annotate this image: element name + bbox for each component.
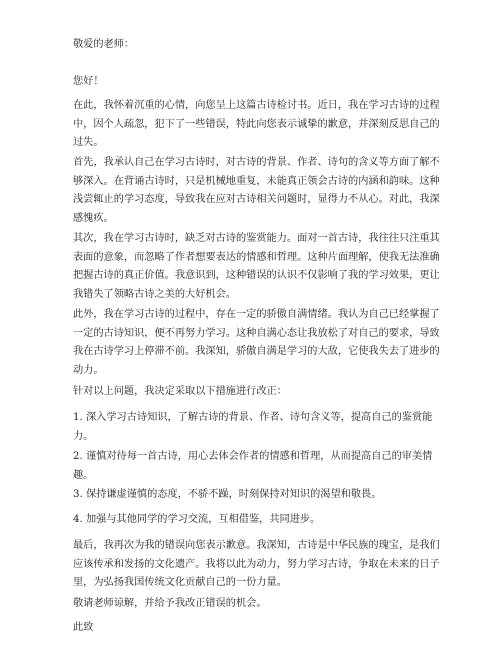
- paragraph-second: [73, 230, 440, 304]
- paragraph-intro: [73, 97, 440, 153]
- paragraph-line: 力。: [73, 430, 94, 442]
- paragraph-line: 4. 加强与其他同学的学习交流，互相借鉴，共同进步。: [73, 514, 321, 525]
- paragraph-line: 趣。: [73, 469, 94, 481]
- paragraph-line: 我在古诗学习上停滞不前。我深知，骄傲自满是学习的大敌，它使我失去了进步的: [73, 346, 440, 357]
- paragraph-final: [73, 537, 440, 593]
- closing: 此致: [73, 622, 94, 633]
- paragraph-first: [73, 154, 440, 228]
- paragraph-line: 一定的古诗知识，便不再努力学习。这种自满心态让我放松了对自己的要求，导致: [73, 327, 440, 339]
- measure-item-1: [73, 409, 433, 446]
- paragraph-line: 动力。: [73, 364, 104, 376]
- paragraph-request: [73, 595, 433, 614]
- paragraph-line: 首先，我承认自己在学习古诗时，对古诗的背景、作者、诗句的含义等方面了解不: [73, 157, 440, 168]
- paragraph-line: 中，因个人疏忽，犯下了一些错误，特此向您表示诚挚的歉意，并深刻反思自己的: [73, 118, 440, 130]
- salutation: 敬爱的老师：: [73, 39, 135, 50]
- measure-item-4: [73, 511, 433, 530]
- paragraph-line: 1. 深入学习古诗知识，了解古诗的背景、作者、诗句含义等，提高自己的鉴赏能: [73, 412, 433, 423]
- paragraph-line: 把握古诗的真正价值。我意识到，这种错误的认识不仅影响了我的学习效果，更让: [73, 270, 440, 281]
- paragraph-third: [73, 306, 440, 380]
- measure-item-3: [73, 486, 433, 505]
- measure-item-2: [73, 448, 433, 485]
- paragraph-line: 敬请老师谅解，并给予我改正错误的机会。: [73, 598, 267, 609]
- paragraph-line: 最后，我再次为我的错误向您表示歉意。我深知，古诗是中华民族的瑰宝，是我们: [73, 540, 440, 551]
- paragraph-line: 表面的意象，而忽略了作者想要表达的情感和哲理。这种片面理解，使我无法准确: [73, 251, 440, 263]
- paragraph-line: 其次，我在学习古诗时，缺乏对古诗的鉴赏能力。面对一首古诗，我往往只注重其: [73, 233, 440, 244]
- paragraph-line: 此外，我在学习古诗的过程中，存在一定的骄傲自满情绪。我认为自己已经掌握了: [73, 309, 440, 320]
- greeting: 您好！: [73, 76, 104, 87]
- paragraph-line: 感愧疚。: [73, 212, 114, 224]
- paragraph-line: 我错失了领略古诗之美的大好机会。: [73, 288, 236, 300]
- paragraph-line: 针对以上问题，我决定采取以下措施进行改正：: [73, 386, 287, 397]
- paragraph-line: 在此，我怀着沉重的心情，向您呈上这篇古诗检讨书。近日，我在学习古诗的过程: [73, 100, 440, 111]
- paragraph-line: 3. 保持谦虚谨慎的态度，不骄不躁，时刻保持对知识的渴望和敬畏。: [73, 489, 382, 500]
- paragraph-line: 里，为弘扬我国传统文化贡献自己的一份力量。: [73, 577, 287, 588]
- paragraph-line: 2. 谨慎对待每一首古诗，用心去体会作者的情感和哲理，从而提高自己的审美情: [73, 451, 433, 462]
- paragraph-line: 应该传承和发扬的文化遗产。我将以此为动力，努力学习古诗，争取在未来的日子: [73, 558, 440, 570]
- paragraph-line: 过失。: [73, 137, 104, 148]
- paragraph-line: 浅尝辄止的学习态度，导致我在应对古诗相关问题时，显得力不从心。对此，我深: [73, 194, 440, 205]
- paragraph-line: 够深入。在背诵古诗时，只是机械地重复，未能真正领会古诗的内涵和韵味。这种: [73, 175, 440, 187]
- paragraph-measures-intro: [73, 383, 433, 402]
